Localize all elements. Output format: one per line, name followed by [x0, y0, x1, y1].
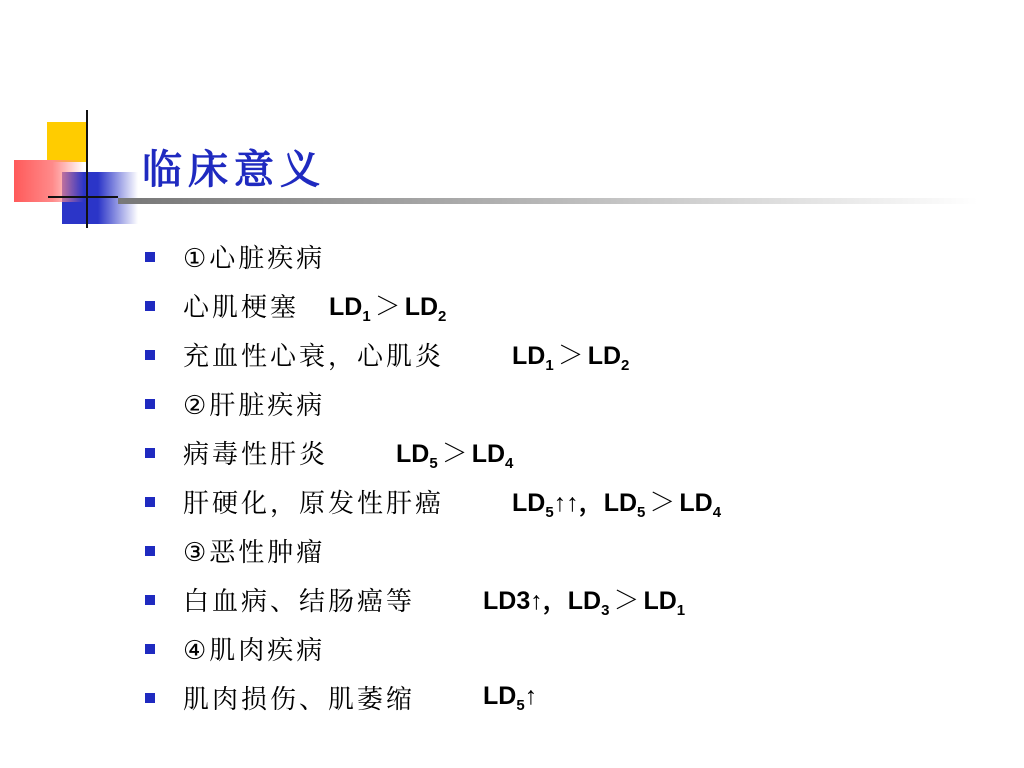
ld-expression: $LD_1 > LD_2$	[329, 292, 447, 325]
list-item	[145, 281, 721, 330]
list-item	[145, 379, 721, 428]
title-decoration	[0, 0, 140, 240]
item-text: 心肌梗塞	[183, 293, 300, 323]
item-text: ①心脏疾病	[183, 244, 326, 274]
yellow-square-decoration	[47, 122, 87, 162]
item-text: ②肝脏疾病	[183, 391, 326, 421]
up-arrow-icon: ↑	[524, 681, 538, 710]
ld-expression: $LD_5 > LD_4$	[396, 439, 514, 472]
item-text: 肌肉损伤、肌萎缩	[183, 685, 416, 715]
square-bullet-icon	[145, 350, 155, 360]
item-text: ③恶性肿瘤	[183, 538, 326, 568]
square-bullet-icon	[145, 497, 155, 507]
item-text: 肝硬化，原发性肝癌	[183, 489, 445, 519]
list-item	[145, 232, 721, 281]
title-underline	[118, 198, 978, 204]
list-item	[145, 477, 721, 526]
square-bullet-icon	[145, 693, 155, 703]
list-item	[145, 624, 721, 673]
item-text: 病毒性肝炎	[183, 440, 329, 470]
list-item	[145, 575, 721, 624]
slide-title: 临床意义	[142, 146, 326, 193]
square-bullet-icon	[145, 595, 155, 605]
ld-expression: $LD_5↑↑$，$LD_5 > LD_4$	[512, 488, 722, 521]
ld-expression: LD3↑，$LD_3 > LD_1$	[483, 586, 686, 619]
square-bullet-icon	[145, 252, 155, 262]
square-bullet-icon	[145, 301, 155, 311]
list-item	[145, 526, 721, 575]
square-bullet-icon	[145, 448, 155, 458]
horizontal-line-decoration	[48, 196, 118, 198]
item-text: 白血病、结肠癌等	[183, 587, 416, 617]
vertical-line-decoration	[86, 110, 88, 228]
list-item	[145, 330, 721, 379]
up-arrow-icon: ↑↑，	[553, 489, 604, 517]
square-bullet-icon	[145, 644, 155, 654]
up-arrow-icon: ↑，	[530, 587, 568, 615]
list-item	[145, 428, 721, 477]
list-item	[145, 673, 721, 722]
bullet-list	[145, 232, 721, 722]
square-bullet-icon	[145, 546, 155, 556]
item-text: 充血性心衰，心肌炎	[183, 342, 445, 372]
ld-expression: $LD_1 > LD_2$	[512, 341, 630, 374]
ld-expression: $LD_5↑$	[483, 681, 538, 714]
square-bullet-icon	[145, 399, 155, 409]
item-text: ④肌肉疾病	[183, 636, 326, 666]
